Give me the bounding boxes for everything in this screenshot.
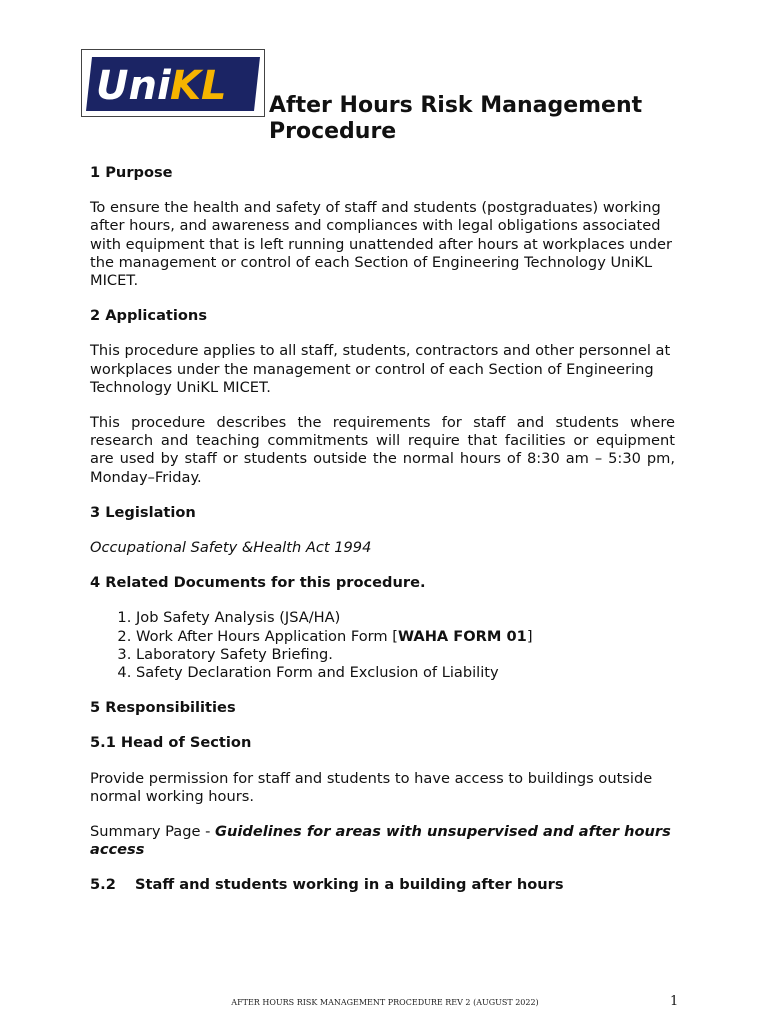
related-document-item: 3. Laboratory Safety Briefing. [136, 646, 675, 664]
logo-uni-text: Uni [96, 63, 171, 109]
page-footer [0, 994, 770, 1012]
applications-text-2: This procedure describes the requirements for staff and students where research and teaching commitments will require that facilities or equipment are used by staff or students outside the normal hours of 8:30 am – 5:30 pm, Monday–Friday. [90, 414, 675, 486]
related-document-item: 2. Work After Hours Application Form [WAHA FORM 01] [136, 628, 675, 646]
related-document-item: 1. Job Safety Analysis (JSA/HA) [136, 609, 675, 627]
applications-text-1: This procedure applies to all staff, students, contractors and other personnel at workplaces under the management or control of each Section of Engineering Technology UniKL MICET. [90, 342, 671, 396]
section-number: 5.2 [90, 876, 116, 894]
footer-text: AFTER HOURS RISK MANAGEMENT PROCEDURE REV 2 (AUGUST 2022) [231, 998, 539, 1007]
purpose-text: To ensure the health and safety of staff and students (postgraduates) working after hours, and awareness and compliances with legal obligations associated with equipment that is left running unattended after hours at workplaces under the management or control of each Section of Engineering Technology UniKL MICET. [90, 199, 672, 290]
responsibilities-heading: 5 Responsibilities [90, 699, 236, 717]
head-of-section-heading: 5.1 Head of Section [90, 734, 252, 752]
section-title: Staff and students working in a building after hours [135, 876, 564, 894]
logo-kl-text: KL [170, 63, 227, 109]
page-number: 1 [670, 994, 679, 1009]
legislation-heading: 3 Legislation [90, 503, 196, 521]
waha-form-label: WAHA FORM 01 [397, 627, 527, 645]
legislation-text: Occupational Safety &Health Act 1994 [90, 539, 372, 557]
summary-page-line [90, 823, 675, 859]
staff-students-heading [90, 876, 675, 894]
related-documents-heading: 4 Related Documents for this procedure. [90, 574, 426, 592]
summary-page-prefix: Summary Page - [90, 823, 216, 841]
logo [81, 49, 265, 117]
head-of-section-text: Provide permission for staff and students to have access to buildings outside normal working hours. [90, 769, 653, 805]
document-body [90, 164, 675, 912]
related-document-item: 4. Safety Declaration Form and Exclusion of Liability [136, 664, 675, 682]
guidelines-link[interactable]: Guidelines for areas with unsupervised and after hours access [90, 823, 671, 859]
applications-heading: 2 Applications [90, 307, 208, 325]
related-documents-list [90, 609, 675, 682]
purpose-heading: 1 Purpose [90, 164, 173, 181]
document-title: After Hours Risk Management Procedure [269, 93, 643, 144]
